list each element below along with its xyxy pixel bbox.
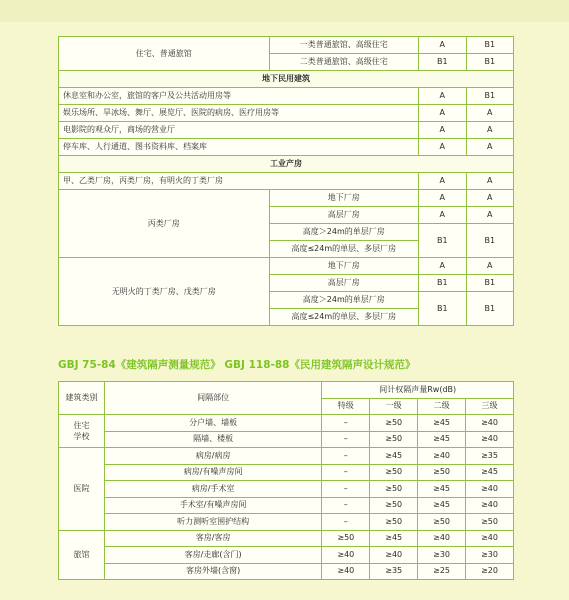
part-cell: 病房/手术室 [104,481,321,498]
table-row [59,258,514,275]
value-cell: ≥40 [322,547,370,564]
table-row [59,122,514,139]
grade-cell: A [419,258,466,275]
value-cell: ≥20 [466,563,514,580]
header-cell: 建筑类别 [59,382,105,415]
grade-cell: A [419,207,466,224]
grade-cell: B1 [419,292,466,326]
value-cell: ≥50 [466,514,514,531]
value-cell: ≥45 [370,448,418,465]
grade-cell: B1 [419,275,466,292]
value-cell: ≥50 [418,514,466,531]
grade-cell: A [466,139,514,156]
grade-cell: A [466,190,514,207]
row-label: 娱乐场所、旱冰场、舞厅、展览厅、医院的病房、医疗用房等 [59,105,419,122]
value-cell: ≥35 [466,448,514,465]
grade-cell: A [466,105,514,122]
value-cell: ≥30 [466,547,514,564]
table-row [59,481,514,498]
value-cell: ≥40 [466,415,514,432]
value-cell: ≥40 [322,563,370,580]
table-row [59,514,514,531]
subcategory-cell: 高层厂房 [269,207,418,224]
table-row [59,37,514,54]
table-row [59,431,514,448]
table-row [59,105,514,122]
fire-rating-table [58,36,514,326]
subcategory-cell: 高层厂房 [269,275,418,292]
row-label: 停车库、人行通道、图书资料库、档案库 [59,139,419,156]
category-cell: 无明火的丁类厂房、戊类厂房 [59,258,270,326]
section-header: 工业产房 [59,156,514,173]
value-cell: ≥50 [370,481,418,498]
grade-cell: A [466,207,514,224]
grade-cell: A [419,173,466,190]
table-row [59,139,514,156]
grade-cell: B1 [466,224,514,258]
table-row [59,88,514,105]
value-cell: ≥50 [370,415,418,432]
table-row [59,415,514,432]
value-cell: ≥45 [466,464,514,481]
grade-cell: B1 [466,54,514,71]
subcategory-cell: 地下厂房 [269,258,418,275]
part-cell: 隔墙、楼板 [104,431,321,448]
category-cell: 住宅、普通旅馆 [59,37,270,71]
header-row [59,382,514,399]
header-cell: 一级 [370,398,418,415]
grade-cell: A [419,139,466,156]
subcategory-cell: 地下厂房 [269,190,418,207]
category-cell: 丙类厂房 [59,190,270,258]
subcategory-cell: 高度＞24m的单层厂房 [269,292,418,309]
value-cell: – [322,448,370,465]
subcategory-cell: 高度≤24m的单层、多层厂房 [269,309,418,326]
row-label: 甲、乙类厂房，丙类厂房，有明火的丁类厂房 [59,173,419,190]
grade-cell: B1 [419,54,466,71]
value-cell: ≥50 [370,514,418,531]
value-cell: – [322,431,370,448]
value-cell: – [322,464,370,481]
value-cell: ≥45 [418,481,466,498]
table-row [59,547,514,564]
section-header: 地下民用建筑 [59,71,514,88]
value-cell: – [322,481,370,498]
part-cell: 听力测听室围护结构 [104,514,321,531]
value-cell: – [322,514,370,531]
subcategory-cell: 一类普通旅馆、高级住宅 [269,37,418,54]
grade-cell: B1 [466,275,514,292]
table-row [59,464,514,481]
value-cell: – [322,415,370,432]
part-cell: 客房外墙(含窗) [104,563,321,580]
section-title: GBJ 75-84《建筑隔声测量规范》 GBJ 118-88《民用建筑隔声设计规范》 [58,359,416,371]
part-cell: 病房/有噪声房间 [104,464,321,481]
part-cell: 客房/走廊(含门) [104,547,321,564]
value-cell: ≥50 [370,464,418,481]
table-row [59,497,514,514]
value-cell: ≥40 [466,481,514,498]
part-cell: 客房/客房 [104,530,321,547]
value-cell: – [322,497,370,514]
grade-cell: A [466,122,514,139]
value-cell: ≥40 [418,448,466,465]
row-label: 电影院的观众厅，商场的营业厅 [59,122,419,139]
grade-cell: B1 [466,37,514,54]
grade-cell: A [419,190,466,207]
category-cell: 医院 [59,448,105,531]
value-cell: ≥40 [418,530,466,547]
value-cell: ≥40 [370,547,418,564]
grade-cell: A [466,258,514,275]
value-cell: ≥50 [322,530,370,547]
header-cell: 间计权隔声量Rw(dB) [322,382,514,399]
value-cell: ≥25 [418,563,466,580]
sound-insulation-table [58,381,514,580]
grade-cell: A [419,37,466,54]
value-cell: ≥40 [466,431,514,448]
value-cell: ≥35 [370,563,418,580]
table-row [59,190,514,207]
value-cell: ≥40 [466,530,514,547]
value-cell: ≥50 [418,464,466,481]
grade-cell: B1 [466,88,514,105]
header-cell: 三级 [466,398,514,415]
grade-cell: A [419,88,466,105]
value-cell: ≥45 [418,415,466,432]
value-cell: ≥45 [418,431,466,448]
grade-cell: A [466,173,514,190]
grade-cell: B1 [419,224,466,258]
value-cell: ≥50 [370,431,418,448]
header-cell: 间隔部位 [104,382,321,415]
value-cell: ≥45 [370,530,418,547]
table-row [59,448,514,465]
table-row [59,530,514,547]
value-cell: ≥50 [370,497,418,514]
subcategory-cell: 高度≤24m的单层、多层厂房 [269,241,418,258]
value-cell: ≥45 [418,497,466,514]
header-cell: 二级 [418,398,466,415]
header-cell: 特级 [322,398,370,415]
category-cell: 旅馆 [59,530,105,580]
row-label: 休息室和办公室，旅馆的客户及公共活动用房等 [59,88,419,105]
part-cell: 病房/病房 [104,448,321,465]
table-row [59,173,514,190]
part-cell: 手术室/有噪声房间 [104,497,321,514]
section-header-row [59,71,514,88]
value-cell: ≥40 [466,497,514,514]
grade-cell: A [419,122,466,139]
part-cell: 分户墙、墙板 [104,415,321,432]
subcategory-cell: 高度＞24m的单层厂房 [269,224,418,241]
table-row [59,563,514,580]
top-band [0,0,569,22]
subcategory-cell: 二类普通旅馆、高级住宅 [269,54,418,71]
grade-cell: A [419,105,466,122]
grade-cell: B1 [466,292,514,326]
section-header-row [59,156,514,173]
value-cell: ≥30 [418,547,466,564]
category-cell: 住宅 学校 [59,415,105,448]
